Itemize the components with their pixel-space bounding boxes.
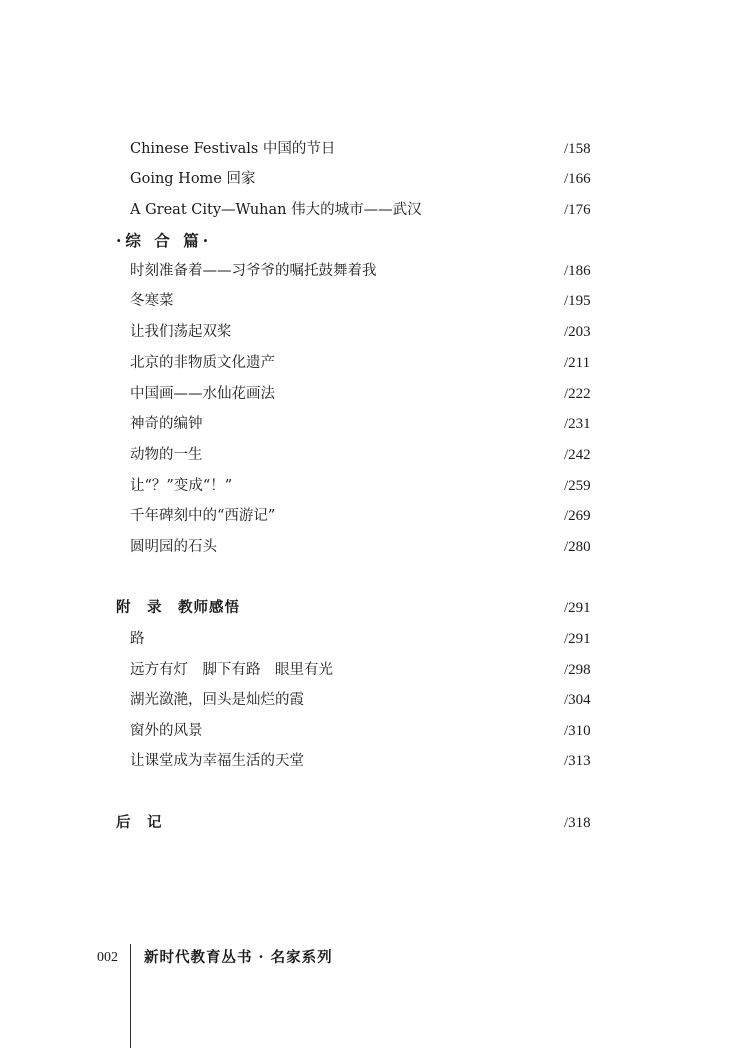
toc-entry-title: 冬寒菜	[130, 293, 174, 309]
toc-entry-title: 远方有灯 脚下有路 眼里有光	[130, 662, 333, 678]
toc-entry-page: /298	[564, 662, 591, 678]
toc-entry-title: 中国画——水仙花画法	[130, 386, 275, 402]
toc-entry-page: /242	[564, 447, 591, 463]
toc-entry-page: /166	[564, 171, 591, 187]
toc-entry-title: 动物的一生	[130, 447, 203, 463]
toc-entry-page: /280	[564, 539, 591, 555]
toc-entry-page: /304	[564, 692, 591, 708]
toc-entry-page: /313	[564, 753, 591, 769]
toc-entry	[0, 317, 750, 347]
toc-entry	[0, 685, 750, 715]
toc-entry	[0, 134, 750, 164]
toc-afterword-entry	[0, 808, 750, 838]
toc-entry-page: /310	[564, 723, 591, 739]
toc-entry-page: /259	[564, 478, 591, 494]
toc-entry	[0, 501, 750, 531]
toc-entry-page: /231	[564, 416, 591, 432]
toc-entry	[0, 379, 750, 409]
toc-entry-title: 神奇的编钟	[130, 416, 203, 432]
toc-entry	[0, 348, 750, 378]
toc-entry	[0, 256, 750, 286]
page-number: 002	[97, 950, 118, 965]
toc-entry-page: /176	[564, 202, 591, 218]
toc-appendix-entry	[0, 593, 750, 623]
toc-entry	[0, 532, 750, 562]
toc-entry-page: /158	[564, 141, 591, 157]
toc-entry-title: 窗外的风景	[130, 723, 203, 739]
footer-divider	[130, 944, 131, 1048]
toc-entry	[0, 655, 750, 685]
toc-entry-page: /211	[564, 355, 591, 371]
toc-entry-title: 让“？”变成“！”	[130, 478, 233, 494]
toc-entry-title: 千年碑刻中的“西游记”	[130, 508, 276, 524]
toc-entry-title: 路	[130, 631, 145, 647]
toc-entry-title: 北京的非物质文化遗产	[130, 355, 275, 371]
toc-entry-title: 圆明园的石头	[130, 539, 217, 555]
toc-entry	[0, 716, 750, 746]
toc-entry	[0, 624, 750, 654]
toc-entry-page: /195	[564, 293, 591, 309]
toc-appendix-page: /291	[564, 600, 591, 616]
toc-entry	[0, 195, 750, 225]
toc-entry	[0, 440, 750, 470]
toc-entry-page: /269	[564, 508, 591, 524]
toc-entry-title: A Great City—Wuhan 伟大的城市——武汉	[130, 202, 422, 218]
toc-entry-title: 让我们荡起双桨	[130, 324, 232, 340]
section-heading: ·综 合 篇·	[116, 231, 213, 250]
toc-entry-page: /291	[564, 631, 591, 647]
toc-entry-title: 让课堂成为幸福生活的天堂	[130, 753, 304, 769]
toc-entry	[0, 746, 750, 776]
toc-entry	[0, 409, 750, 439]
toc-entry-title: 时刻准备着——习爷爷的嘱托鼓舞着我	[130, 263, 377, 279]
toc-entry-page: /203	[564, 324, 591, 340]
toc-entry-title: Chinese Festivals 中国的节日	[130, 141, 336, 157]
toc-entry	[0, 164, 750, 194]
series-title: 新时代教育丛书 · 名家系列	[144, 949, 333, 966]
toc-afterword-page: /318	[564, 815, 591, 831]
toc-entry-page: /186	[564, 263, 591, 279]
toc-appendix-title: 附 录 教师感悟	[116, 599, 240, 616]
toc-entry	[0, 471, 750, 501]
toc-entry	[0, 286, 750, 316]
toc-entry-page: /222	[564, 386, 591, 402]
toc-entry-title: Going Home 回家	[130, 171, 256, 187]
toc-afterword-title: 后 记	[116, 814, 163, 831]
toc-entry-title: 湖光潋滟，回头是灿烂的霞	[130, 692, 304, 708]
